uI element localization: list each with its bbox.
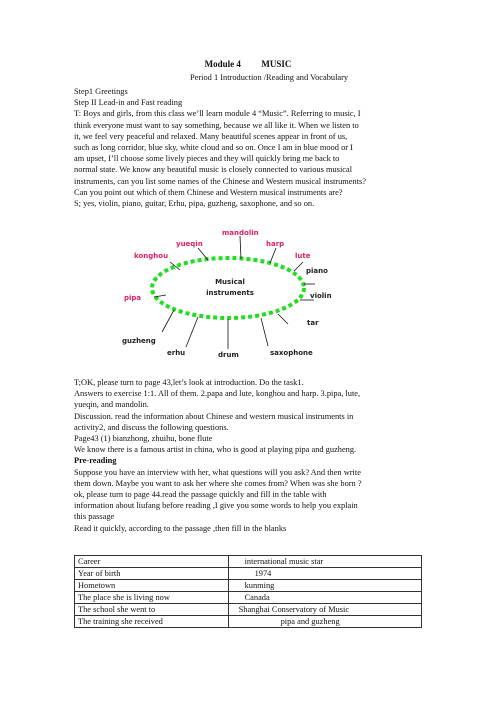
topic-title: MUSIC bbox=[261, 59, 292, 69]
liufang-info-table bbox=[74, 555, 422, 628]
text-line: T;OK, please turn to page 43,let’s look at introduction. Do the task1. bbox=[74, 378, 304, 387]
text-line: activity2, and discuss the following questions. bbox=[74, 422, 229, 432]
text-line: Suppose you have an interview with her, what questions will you ask? And then write bbox=[74, 467, 361, 477]
text-line: We know there is a famous artist in china, who is good at playing pipa and guzheng. bbox=[74, 445, 357, 455]
text-line: it, we feel very peaceful and relaxed. Many beautiful scenes appear in front of us, bbox=[74, 131, 348, 141]
connector-line bbox=[278, 314, 288, 324]
label-tar: tar bbox=[307, 319, 319, 327]
text-line: normal state. We know any beautiful music is closely connected to various musical bbox=[74, 165, 353, 175]
connector-line bbox=[261, 318, 268, 346]
label-erhu: erhu bbox=[167, 349, 186, 357]
label-violin: violin bbox=[310, 292, 332, 300]
table-row bbox=[75, 616, 422, 628]
text-line: am upset, I’ll choose some lively pieces and they will quickly bring me back to bbox=[74, 154, 340, 164]
label-mandolin: mandolin bbox=[222, 229, 259, 237]
instruments-diagram-svg bbox=[118, 228, 338, 358]
page-subtitle: Period 1 Introduction /Reading and Vocabulary bbox=[190, 73, 349, 82]
text-line: Can you point out which of them Chinese and Western musical instruments are? bbox=[74, 187, 343, 197]
table-cell-label: Hometown bbox=[75, 580, 229, 592]
diagram-center-label: instruments bbox=[206, 289, 254, 297]
connector-line bbox=[270, 248, 276, 263]
table-cell-label: The school she went to bbox=[75, 604, 229, 616]
text-line: this passage bbox=[74, 512, 115, 522]
text-line: Page43 (1) bianzhong, zhuihu, bone flute bbox=[74, 434, 213, 444]
table-cell-label: Year of birth bbox=[75, 568, 229, 580]
page-title bbox=[0, 59, 496, 70]
text-line: S; yes, violin, piano, guitar, Erhu, pipa, guzheng, saxophone, and so on. bbox=[74, 199, 315, 209]
table-row bbox=[75, 556, 422, 568]
table-cell-label: The training she received bbox=[75, 616, 229, 628]
text-line: Read it quickly, according to the passage ,then fill in the blanks bbox=[74, 523, 287, 533]
text-line: T: Boys and girls, from this class we’ll learn module 4 “Music”. Referring to music, I bbox=[74, 109, 361, 119]
label-piano: piano bbox=[306, 267, 328, 275]
lead-in-section bbox=[74, 86, 422, 209]
text-line: yueqin, and mandolin. bbox=[74, 400, 149, 410]
connector-line bbox=[186, 317, 198, 347]
label-pipa: pipa bbox=[124, 294, 142, 302]
connector-line bbox=[240, 236, 241, 259]
connector-line bbox=[162, 310, 174, 332]
text-line: Answers to exercise 1:1. All of them. 2.papa and lute, konghou and harp. 3.pipa, lute, bbox=[74, 389, 361, 399]
table-cell-value: Shanghai Conservatory of Music bbox=[228, 604, 421, 616]
diagram-center-label: Musical bbox=[215, 278, 245, 286]
label-saxophone: saxophone bbox=[270, 349, 313, 357]
text-line: information about liufang before reading ,I give you some words to help you explain bbox=[74, 501, 358, 511]
table-cell-label: Career bbox=[75, 556, 229, 568]
label-yueqin: yueqin bbox=[176, 240, 203, 248]
table-row bbox=[75, 592, 422, 604]
table-row bbox=[75, 568, 422, 580]
label-konghou: konghou bbox=[134, 252, 169, 260]
text-line: instruments, can you list some names of the Chinese and Western musical instruments? bbox=[74, 176, 367, 186]
table-cell-value: pipa and guzheng bbox=[228, 616, 421, 628]
reading-section bbox=[74, 377, 422, 534]
connector-line bbox=[294, 262, 303, 271]
table-row bbox=[75, 604, 422, 616]
text-line: them down. Maybe you want to ask her where she comes from? When was she born ? bbox=[74, 478, 362, 488]
text-line: think everyone must want to say something, because we all like it. When we listen to bbox=[74, 120, 359, 130]
table-cell-value: international music star bbox=[228, 556, 421, 568]
table-cell-value: 1974 bbox=[228, 568, 421, 580]
label-drum: drum bbox=[218, 351, 239, 358]
module-title: Module 4 bbox=[204, 59, 241, 69]
section-heading-pre-reading: Pre-reading bbox=[74, 456, 117, 466]
label-guzheng: guzheng bbox=[122, 337, 156, 345]
diagram-ring bbox=[152, 258, 304, 318]
table-row bbox=[75, 580, 422, 592]
text-line: Step II Lead-in and Fast reading bbox=[74, 98, 183, 108]
label-harp: harp bbox=[266, 240, 285, 248]
instruments-diagram bbox=[118, 228, 338, 358]
text-line: such as long corridor, blue sky, white cloud and so on. Once I am in blue mood or I bbox=[74, 143, 353, 153]
text-line: Discussion. read the information about Chinese and western musical instruments in bbox=[74, 411, 354, 421]
text-line: ok, please turn to page 44.read the passage quickly and fill in the table with bbox=[74, 490, 327, 500]
label-lute: lute bbox=[295, 252, 311, 260]
table-cell-value: Canada bbox=[228, 592, 421, 604]
table-cell-label: The place she is living now bbox=[75, 592, 229, 604]
table-cell-value: kunming bbox=[228, 580, 421, 592]
text-line: Step1 Greetings bbox=[74, 87, 128, 96]
